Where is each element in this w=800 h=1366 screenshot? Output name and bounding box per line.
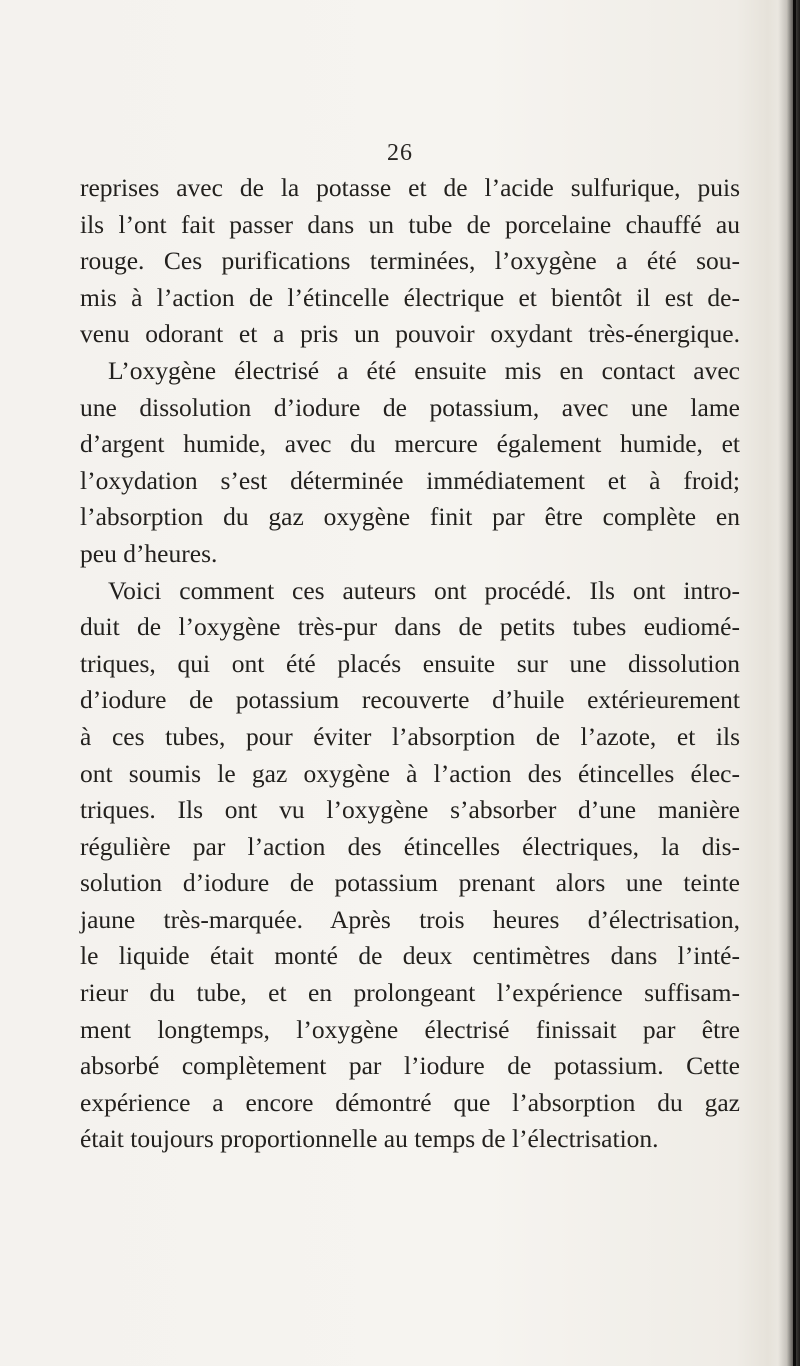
book-spine-shadow <box>778 0 800 1366</box>
text-line: L’oxygène électrisé a été ensuite mis en contact avec <box>108 355 740 385</box>
text-line: l’absorption du gaz oxygène finit par être complète en <box>80 502 740 532</box>
text-line: d’argent humide, avec du mercure également humide, et <box>80 429 740 459</box>
text-line: était toujours proportionnelle au temps de l’électrisation. <box>80 1124 659 1154</box>
text-line: d’iodure de potassium recouverte d’huile extérieurement <box>80 685 740 715</box>
text-line: Voici comment ces auteurs ont procédé. Ils ont intro- <box>108 575 740 605</box>
text-line: le liquide était monté de deux centimètres dans l’inté- <box>80 941 740 971</box>
text-line: triques. Ils ont vu l’oxygène s’absorber d’une manière <box>80 795 740 825</box>
text-line: ils l’ont fait passer dans un tube de porcelaine chauffé au <box>80 209 740 239</box>
text-line: à ces tubes, pour éviter l’absorption de l’azote, et ils <box>80 721 740 751</box>
text-line: régulière par l’action des étincelles électriques, la dis- <box>80 831 740 861</box>
text-line: rouge. Ces purifications terminées, l’oxygène a été sou- <box>80 246 740 276</box>
text-line: duit de l’oxygène très-pur dans de petits tubes eudiomé- <box>80 612 740 642</box>
text-line: solution d’iodure de potassium prenant alors une teinte <box>80 868 740 898</box>
text-line: peu d’heures. <box>80 538 218 568</box>
text-line: ment longtemps, l’oxygène électrisé finissait par être <box>80 1014 740 1044</box>
text-line: ont soumis le gaz oxygène à l’action des étincelles élec- <box>80 758 740 788</box>
text-line: jaune très-marquée. Après trois heures d’électrisation, <box>80 904 740 934</box>
text-line: triques, qui ont été placés ensuite sur une dissolution <box>80 648 740 678</box>
text-line: venu odorant et a pris un pouvoir oxydant très-énergique. <box>80 319 740 349</box>
page-number: 26 <box>387 140 413 166</box>
text-line: reprises avec de la potasse et de l’acide sulfurique, puis <box>80 173 740 202</box>
text-line: expérience a encore démontré que l’absorption du gaz <box>80 1087 740 1117</box>
text-line: absorbé complètement par l’iodure de potassium. Cette <box>80 1051 740 1081</box>
text-line: une dissolution d’iodure de potassium, avec une lame <box>80 392 740 422</box>
text-line: rieur du tube, et en prolongeant l’expérience suffisam- <box>80 978 740 1008</box>
text-line: mis à l’action de l’étincelle électrique et bientôt il est de- <box>80 282 740 312</box>
body-text <box>80 170 740 1158</box>
text-line: l’oxydation s’est déterminée immédiatement et à froid; <box>80 465 740 495</box>
